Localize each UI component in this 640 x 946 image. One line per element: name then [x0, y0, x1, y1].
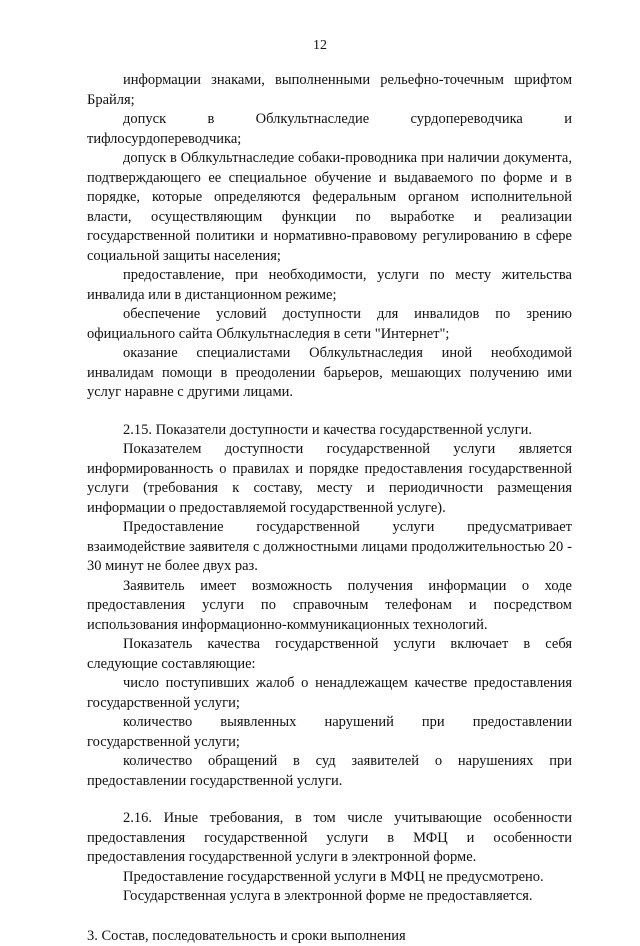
paragraph: Государственная услуга в электронной форме не предоставляется.: [87, 887, 572, 907]
list-item: количество выявленных нарушений при предоставлении государственной услуги;: [87, 713, 572, 752]
paragraph: Заявитель имеет возможность получения информации о ходе предоставления услуги по справочным телефонам и посредством использования информационно-коммуникационных технологий.: [87, 577, 572, 636]
document-body: [87, 71, 572, 946]
page-number: 12: [0, 37, 640, 54]
paragraph: Показателем доступности государственной услуги является информированность о правилах и порядке предоставления государственной услуги (требования к составу, месту и периодичности размещения информации о предоставляемой государственной услуге).: [87, 440, 572, 518]
list-item: число поступивших жалоб о ненадлежащем качестве предоставления государственной услуги;: [87, 674, 572, 713]
paragraph: Показатель качества государственной услуги включает в себя следующие составляющие:: [87, 635, 572, 674]
paragraph: предоставление, при необходимости, услуги по месту жительства инвалида или в дистанционном режиме;: [87, 266, 572, 305]
section-heading-3: 3. Состав, последовательность и сроки выполнения: [87, 927, 572, 946]
paragraph: обеспечение условий доступности для инвалидов по зрению официального сайта Облкультнаследия в сети "Интернет";: [87, 305, 572, 344]
paragraph: Предоставление государственной услуги в МФЦ не предусмотрено.: [87, 868, 572, 888]
list-item: количество обращений в суд заявителей о нарушениях при предоставлении государственной услуги.: [87, 752, 572, 791]
paragraph: Предоставление государственной услуги предусматривает взаимодействие заявителя с должностными лицами продолжительностью 20 - 30 минут не более двух раз.: [87, 518, 572, 577]
section-heading-2-15: 2.15. Показатели доступности и качества государственной услуги.: [87, 421, 572, 441]
section-heading-2-16: 2.16. Иные требования, в том числе учитывающие особенности предоставления государственной услуги в МФЦ и особенности предоставления государственной услуги в электронной форме.: [87, 809, 572, 868]
paragraph: допуск в Облкультнаследие собаки-проводника при наличии документа, подтверждающего ее специальное обучение и выдаваемого по форме и в порядке, которые определяются федеральным органом исполнительной власти, осуществляющим функции по выработке и реализации государственной политики и нормативно-правовому регулированию в сфере социальной защиты населения;: [87, 149, 572, 266]
paragraph: оказание специалистами Облкультнаследия иной необходимой инвалидам помощи в преодолении барьеров, мешающих получению ими услуг наравне с другими лицами.: [87, 344, 572, 403]
paragraph: допуск в Облкультнаследие сурдопереводчика и тифлосурдопереводчика;: [87, 110, 572, 149]
paragraph: информации знаками, выполненными рельефно-точечным шрифтом Брайля;: [87, 71, 572, 110]
